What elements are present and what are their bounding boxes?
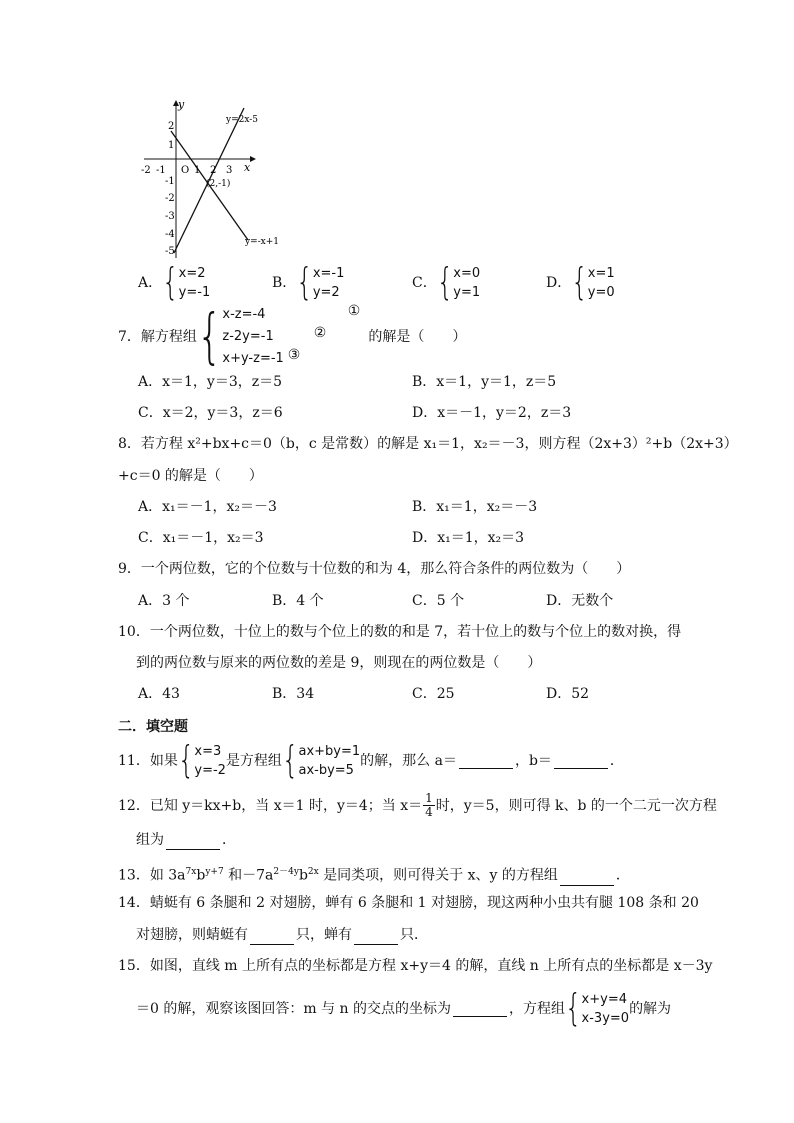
eq-line: y=-1 (178, 285, 211, 300)
text: ，方程组 (509, 1001, 565, 1017)
question-15-line1: 15．如图，直线 m 上所有点的坐标都是方程 x+y＝4 的解，直线 n 上所有点的坐标都是 x－3y (118, 958, 713, 974)
text: 和－7a (223, 867, 274, 884)
eq-line: x=1 (587, 266, 615, 281)
q10-option-c[interactable]: C．25 (412, 686, 455, 702)
question-8-line2: +c＝0 的解是（ ） (118, 468, 263, 484)
text: 11．如果 (118, 753, 178, 769)
q8-option-d[interactable]: D．x₁＝1，x₂＝3 (412, 530, 525, 546)
eq-line: x-z=-4 (222, 307, 266, 322)
option-letter: A． (138, 275, 163, 291)
answer-blank[interactable] (560, 871, 614, 886)
y-axis-label: y (178, 98, 185, 111)
q6-option-a[interactable]: A． { x=2 y=-1 (138, 261, 211, 305)
question-14-line2 (136, 925, 428, 945)
y-tick: 2 (168, 121, 175, 132)
question-14-line1: 14．蜻蜓有 6 条腿和 2 对翅膀，蝉有 6 条腿和 1 对翅膀，现这两种小虫共有腿 108 条和 20 (118, 895, 699, 911)
text: 只． (400, 927, 428, 943)
answer-blank-dragonfly[interactable] (250, 930, 294, 945)
q9-option-c[interactable]: C．5 个 (412, 593, 465, 609)
origin-label: O (181, 165, 190, 176)
q6-option-d[interactable]: D． { x=1 y=0 (546, 261, 615, 305)
text: 组为 (136, 832, 164, 848)
text: b (196, 867, 206, 884)
option-letter: D． (546, 275, 572, 291)
text: 13．如 3a (118, 867, 186, 884)
graph (140, 98, 290, 260)
text: 是同类项，则可得关于 x、y 的方程组 (318, 867, 558, 884)
q7-option-b[interactable]: B．x＝1，y＝1，z＝5 (412, 374, 557, 390)
text: ． (615, 867, 630, 884)
x-tick: 3 (226, 165, 233, 176)
intersection-label: (2,-1) (206, 179, 231, 189)
x-tick: -1 (156, 165, 166, 176)
question-10-line2: 到的两位数与原来的两位数的差是 9，则现在的两位数是（ ） (136, 655, 542, 671)
option-letter: C． (412, 275, 437, 291)
q10-option-d[interactable]: D．52 (546, 686, 590, 702)
text: 只，蝉有 (296, 927, 352, 943)
answer-blank-cicada[interactable] (354, 930, 398, 945)
eq-line: x-3y=0 (581, 1011, 630, 1026)
question-12 (118, 792, 717, 819)
exponent: 7x (185, 867, 197, 877)
question-15-line2: ＝0 的解，观察该图回答：m 与 n 的交点的坐标为 ，方程组 { x+y=4 x-3y=0 的解为 (136, 987, 672, 1031)
y-tick: -5 (165, 246, 175, 257)
y-tick: -1 (165, 176, 175, 187)
eq-marker: ① (347, 303, 361, 319)
answer-blank-b[interactable] (554, 754, 608, 769)
answer-blank[interactable] (166, 835, 220, 850)
exponent: y+7 (205, 867, 224, 877)
q10-option-b[interactable]: B．34 (272, 686, 315, 702)
eq-line: x+y-z=-1 (222, 351, 284, 366)
text: ． (609, 753, 624, 769)
text: 时，y＝5，则可得 k、b 的一个二元一次方程 (435, 797, 717, 814)
eq-line: ax-by=5 (298, 763, 354, 778)
question-12-line2 (136, 830, 236, 850)
q9-option-d[interactable]: D．无数个 (546, 593, 614, 609)
question-11: 11．如果 { x=3 y=-2 是方程组 { ax+by=1 ax-by=5 的解，那么 a＝ ，b＝ ． (118, 739, 624, 783)
section-title: 二．填空题 (118, 719, 188, 735)
line1-label: y=2x-5 (226, 115, 259, 125)
x-tick: 1 (194, 165, 201, 176)
exponent: 2－4y (273, 867, 299, 877)
q7-option-d[interactable]: D．x＝－1，y＝2，z＝3 (412, 405, 572, 421)
q9-option-a[interactable]: A．3 个 (138, 593, 190, 609)
q7-option-a[interactable]: A．x＝1，y＝3，z＝5 (138, 374, 283, 390)
exponent: 2x (307, 867, 319, 877)
text: 对翅膀，则蜻蜓有 (136, 927, 248, 943)
eq-line: x=-1 (312, 266, 345, 281)
eq-marker: ② (313, 325, 327, 341)
eq-line: x=2 (178, 266, 206, 281)
q9-option-b[interactable]: B．4 个 (272, 593, 324, 609)
q7-suffix: 的解是（ ） (368, 329, 467, 345)
eq-line: y=0 (587, 285, 615, 300)
y-tick: 1 (168, 140, 175, 151)
eq-line: x=0 (453, 266, 481, 281)
eq-line: x=3 (194, 744, 222, 759)
x-axis-label: x (244, 161, 251, 174)
y-tick: -2 (165, 193, 175, 204)
text: 的解，那么 a＝ (360, 753, 457, 769)
q8-option-c[interactable]: C．x₁＝－1，x₂＝3 (138, 530, 264, 546)
option-letter: B． (272, 275, 297, 291)
question-10-line1: 10．一个两位数，十位上的数与个位上的数的和是 7，若十位上的数与个位上的数对换，得 (118, 624, 682, 640)
text: b (298, 867, 308, 884)
text: 是方程组 (225, 753, 282, 769)
q6-option-b[interactable]: B． { x=-1 y=2 (272, 261, 345, 305)
question-7: 7．解方程组 { x-z=-4 z-2y=-1 x+y-z=-1 ① ② ③ 的解是（ ） (118, 304, 466, 370)
eq-line: y=-2 (194, 763, 226, 778)
q7-prefix: 7．解方程组 (118, 329, 197, 345)
eq-line: ax+by=1 (298, 744, 361, 759)
eq-line: y=1 (453, 285, 481, 300)
text: ，b＝ (514, 753, 552, 769)
q8-option-a[interactable]: A．x₁＝－1，x₂＝－3 (138, 499, 277, 515)
fraction (423, 792, 435, 819)
question-13 (118, 862, 630, 886)
y-tick: -3 (165, 211, 175, 222)
text: 12．已知 y＝kx+b，当 x＝1 时，y＝4；当 x＝ (118, 797, 423, 814)
x-tick: -2 (141, 165, 151, 176)
eq-line: z-2y=-1 (222, 329, 274, 344)
question-9: 9．一个两位数，它的个位数与十位数的和为 4，那么符合条件的两位数为（ ） (118, 561, 631, 577)
text: ＝0 的解，观察该图回答：m 与 n 的交点的坐标为 (136, 1001, 451, 1017)
answer-blank-point[interactable] (453, 1002, 507, 1017)
numerator: 1 (425, 791, 433, 805)
question-8-line1: 8．若方程 x²+bx+c＝0（b，c 是常数）的解是 x₁＝1，x₂＝－3，则方程（2x+3）²+b（2x+3） (118, 436, 738, 452)
text: 的解为 (629, 1001, 672, 1017)
eq-line: y=2 (312, 285, 340, 300)
line2-label: y=-x+1 (245, 237, 280, 247)
eq-marker: ③ (287, 347, 301, 363)
q6-option-c[interactable]: C． { x=0 y=1 (412, 261, 481, 305)
answer-blank-a[interactable] (459, 754, 513, 769)
x-tick: 2 (210, 165, 217, 176)
q7-option-c[interactable]: C．x＝2，y＝3，z＝6 (138, 405, 283, 421)
q8-option-b[interactable]: B．x₁＝1，x₂＝－3 (412, 499, 538, 515)
q10-option-a[interactable]: A．43 (138, 686, 180, 702)
x-axis-arrow (250, 156, 256, 162)
denominator: 4 (425, 805, 433, 819)
y-tick: -4 (165, 229, 175, 240)
text: ． (222, 832, 236, 848)
eq-line: x+y=4 (581, 992, 627, 1007)
